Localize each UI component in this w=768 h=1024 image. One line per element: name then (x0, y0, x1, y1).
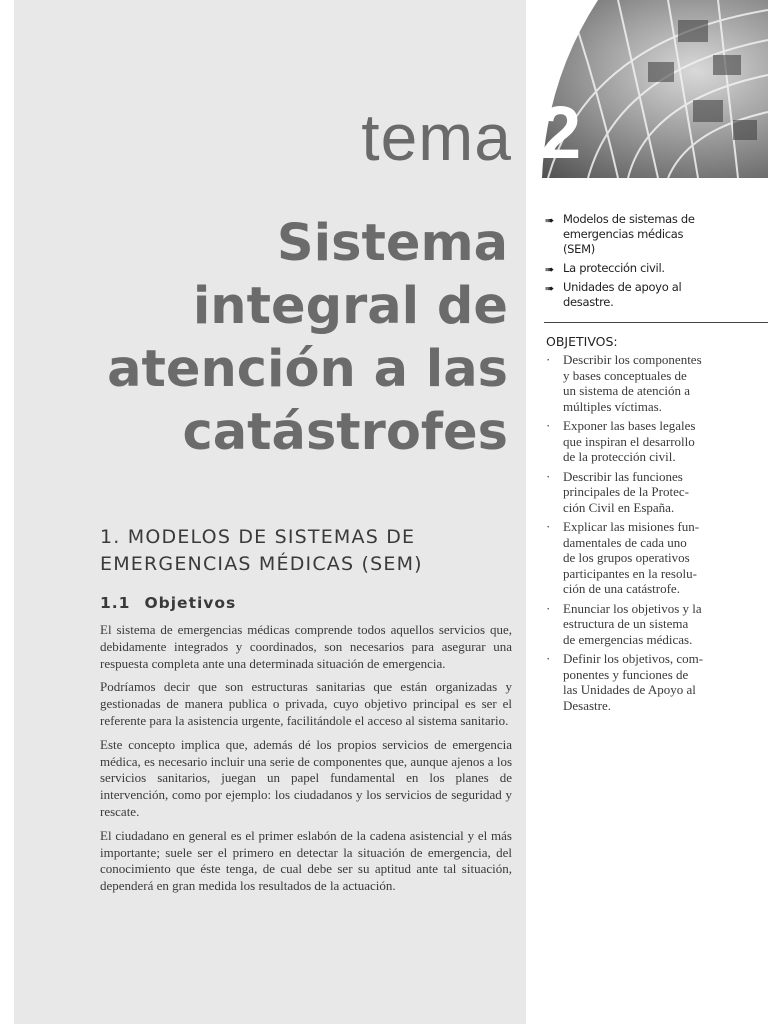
topic-line: Modelos de sistemas de (563, 212, 695, 226)
objective-item (546, 601, 716, 648)
subsection-heading (100, 594, 236, 612)
objective-line: Describir las funciones (563, 468, 683, 484)
objectives-title: OBJETIVOS: (546, 334, 618, 349)
topic-line: emergencias médicas (563, 227, 684, 241)
section-heading-line: 1. MODELOS DE SISTEMAS DE (100, 526, 416, 548)
chapter-title-line: atención a las (107, 340, 508, 399)
objective-line: múltiples víctimas. (563, 398, 662, 414)
arrow-right-icon: ➠ (545, 282, 554, 295)
arrow-right-icon: ➠ (545, 214, 554, 227)
paragraph: El sistema de emergencias médicas comprende todos aquellos servicios que, debidamente integrados y coordinados, son necesarios para asegurar una respuesta completa ante una determinada situación de emergencia. (100, 622, 512, 671)
bullet-dot: · (546, 519, 551, 534)
bullet-dot: · (546, 600, 551, 616)
chapter-number: 2 (540, 91, 582, 174)
objective-line: de emergencias médicas. (563, 631, 693, 647)
bullet-dot: · (546, 352, 551, 367)
topic-item (545, 261, 715, 276)
topic-item (545, 280, 715, 310)
topic-line: Unidades de apoyo al (563, 280, 682, 294)
paragraph: Este concepto implica que, además dé los propios servicios de emergencia médica, es necesario incluir una serie de componentes que, aunque ajenos a los servicios sanitarios, juegan un papel fundamental en los planes de intervención, como por ejemplo: los ciudadanos y los servicios de seguridad y rescate. (100, 736, 512, 819)
subsection-number: 1.1 (100, 594, 131, 612)
chapter-label: tema (361, 100, 512, 174)
bullet-dot: · (546, 418, 551, 433)
objective-line: estructura de un sistema (563, 616, 689, 631)
objective-line: participantes en la resolu- (563, 565, 697, 581)
objective-line: Enunciar los objetivos y la (563, 600, 702, 616)
objective-line: ción Civil en España. (563, 499, 675, 515)
chapter-title-line: integral de (192, 277, 508, 336)
topic-line: La protección civil. (563, 261, 665, 275)
topic-item (545, 212, 715, 257)
objective-line: un sistema de atención a (563, 383, 691, 398)
chapter-title-line: catástrofes (182, 403, 508, 462)
subsection-title: Objetivos (144, 594, 237, 612)
topics-list (545, 212, 715, 314)
objective-line: de la protección civil. (563, 449, 676, 464)
paragraph: Podríamos decir que son estructuras sanitarias que están organizadas y gestionadas de manera publica o privada, cuyo objetivo principal es ser el referente para la asistencia urgente, facilitándole el acceso al sistema sanitario. (100, 679, 512, 728)
objectives-list (546, 352, 716, 717)
objective-line: Definir los objetivos, com- (563, 651, 704, 666)
objective-item (546, 651, 716, 713)
objective-line: Exponer las bases legales (563, 418, 696, 433)
objective-line: Describir los componentes (563, 352, 702, 367)
objective-line: las Unidades de Apoyo al (563, 682, 696, 697)
objective-line: y bases conceptuales de (563, 367, 687, 383)
body-text (100, 622, 512, 902)
objective-item (546, 469, 716, 516)
topic-line: (SEM) (563, 242, 595, 256)
objective-line: Explicar las misiones fun- (563, 519, 700, 534)
objective-item (546, 352, 716, 414)
paragraph: El ciudadano en general es el primer eslabón de la cadena asistencial y el más importante; suele ser el primero en detectar la situación de emergencia, del conocimiento que éste tenga, de cual debe ser su aptitud ante tal situación, dependerá en gran medida los resultados de la actuación. (100, 827, 512, 894)
objective-line: de los grupos operativos (563, 550, 690, 565)
bullet-dot: · (546, 468, 551, 484)
sidebar-divider (544, 322, 768, 323)
objective-line: ción de una catástrofe. (563, 581, 680, 596)
chapter-title (60, 212, 508, 464)
objective-line: Desastre. (563, 697, 612, 713)
bullet-dot: · (546, 651, 551, 666)
topic-line: desastre. (563, 295, 614, 309)
arrow-right-icon: ➠ (545, 263, 554, 276)
objective-line: damentales de cada uno (563, 534, 687, 550)
objective-item (546, 418, 716, 465)
chapter-title-line: Sistema (276, 214, 508, 273)
section-heading (100, 524, 510, 578)
objective-line: ponentes y funciones de (563, 666, 689, 682)
objective-line: principales de la Protec- (563, 484, 689, 499)
section-heading-line: EMERGENCIAS MÉDICAS (SEM) (100, 553, 423, 575)
objective-line: que inspiran el desarrollo (563, 433, 695, 449)
objective-item (546, 519, 716, 597)
